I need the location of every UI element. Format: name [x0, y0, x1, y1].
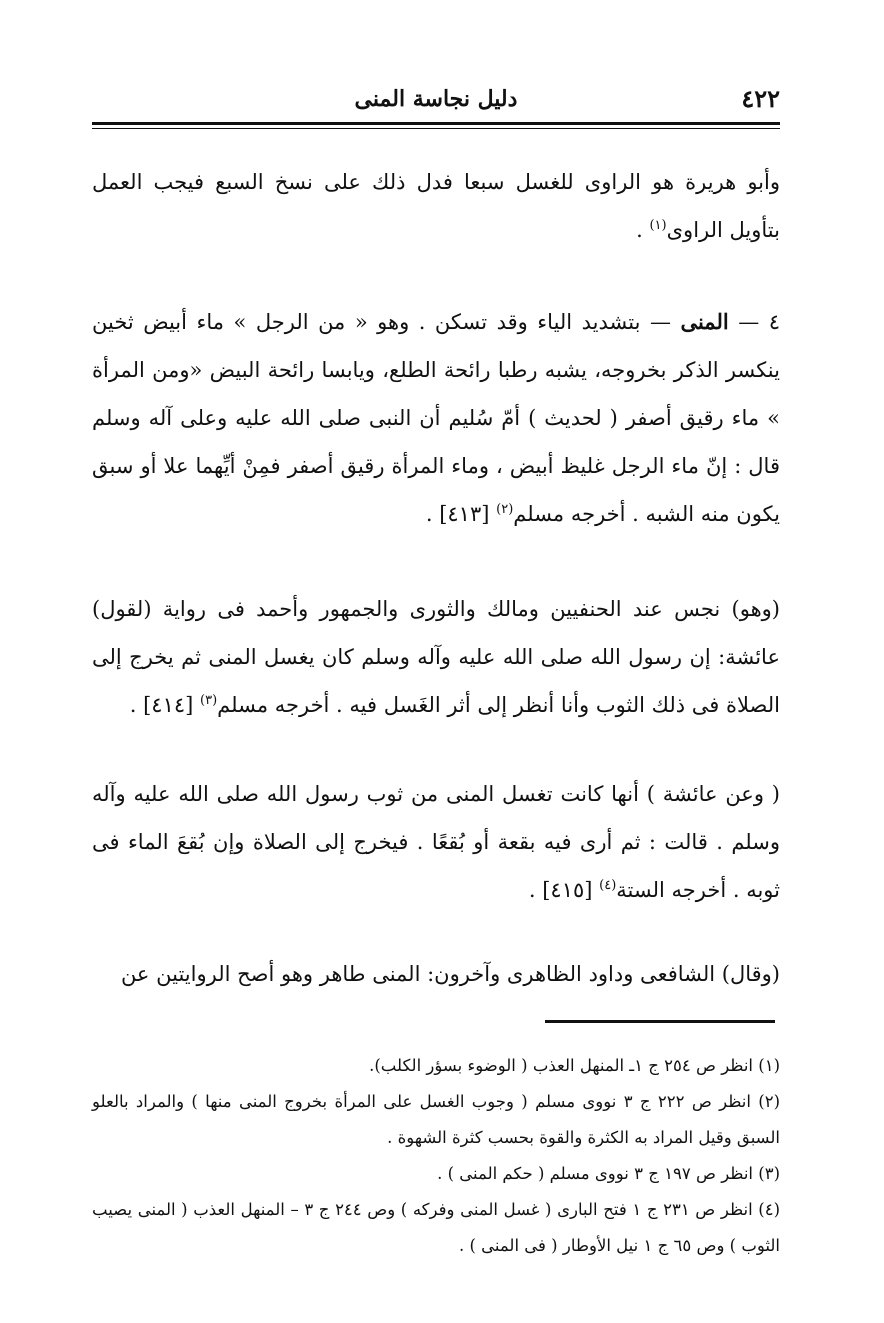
- hadith-number: [٤١٣] .: [425, 502, 497, 526]
- paragraph-tahir-view: [92, 950, 780, 998]
- page-number: ٤٢٢: [741, 84, 780, 113]
- footnote-2: (٢) انظر ص ٢٢٢ ج ٣ نووى مسلم ( وجوب الغسل على المرأة بخروج المنى منها ) والمراد بالعلو السبق وقيل المراد به الكثرة والقوة بحسب كثرة الشهوة .: [92, 1092, 781, 1147]
- paragraph-text: — بتشديد الياء وقد تسكن . وهو « من الرجل » ماء أبيض ثخين ينكسر الذكر بخروجه، يشبه رطبا رائحة الطلع، ويابسا رائحة البيض «ومن المرأة » ماء رقيق أصفر ( لحديث ) أمّ سُليم أن النبى صلى الله عليه وعلى آله وسلم قال : إنّ ماء الرجل غليظ أبيض ، وماء المرأة رقيق أصفر فمِنْ أيِّهما علا أو سبق يكون منه الشبه . أخرجه مسلم: [92, 310, 780, 526]
- footnote-1: (١) انظر ص ٢٥٤ ج ١ـ المنهل العذب ( الوضوء بسؤر الكلب).: [369, 1056, 780, 1075]
- hadith-number: [٤١٤] .: [129, 693, 201, 717]
- paragraph-text: (وقال) الشافعى وداود الظاهرى وآخرون: المنى طاهر وهو أصح الروايتين عن: [120, 962, 780, 986]
- page-header: [92, 80, 780, 120]
- footnote-ref-4[interactable]: (٤): [599, 878, 617, 893]
- footnote-3: (٣) انظر ص ١٩٧ ج ٣ نووى مسلم ( حكم المنى ) .: [437, 1164, 780, 1183]
- running-title: دليل نجاسة المنى: [354, 86, 518, 112]
- header-rule: [92, 122, 780, 125]
- footnote-ref-3[interactable]: (٣): [200, 693, 218, 708]
- paragraph-semen-definition: [92, 298, 780, 538]
- paragraph-text: (وهو) نجس عند الحنفيين ومالك والثورى والجمهور وأحمد فى رواية (لقول) عائشة: إن رسول الله صلى الله عليه وآله وسلم كان يغسل المنى ثم يخرج إلى الصلاة فى ذلك الثوب وأنا أنظر إلى أثر الغَسل فيه . أخرجه مسلم: [92, 597, 780, 717]
- term-heading: المنى: [680, 309, 729, 334]
- item-number: ٤ —: [728, 310, 780, 334]
- footnote-ref-1[interactable]: (١): [649, 218, 667, 233]
- paragraph-text: وأبو هريرة هو الراوى للغسل سبعا فدل ذلك على نسخ السبع فيجب العمل بتأويل الراوى: [92, 170, 780, 242]
- paragraph-text: ( وعن عائشة ) أنها كانت تغسل المنى من ثوب رسول الله صلى الله عليه وآله وسلم . قالت : ثم أرى فيه بقعة أو بُقعًا . فيخرج إلى الصلاة وإن بُقعَ الماء فى ثوبه . أخرجه الستة: [92, 782, 780, 902]
- footnote-ref-2[interactable]: (٢): [496, 502, 514, 517]
- footnote-separator: [545, 1020, 775, 1023]
- paragraph-najis-view: [92, 585, 780, 729]
- paragraph-aisha-hadith: [92, 770, 780, 914]
- footnote-4: (٤) انظر ص ٢٣١ ج ١ فتح البارى ( غسل المنى وفركه ) وص ٢٤٤ ج ٣ – المنهل العذب ( المنى يصيب الثوب ) وص ٦٥ ج ١ نيل الأوطار ( فى المنى ) .: [92, 1200, 781, 1255]
- header-rule-thin: [92, 128, 780, 129]
- paragraph-continuation: [92, 158, 780, 254]
- footnotes: [92, 1048, 780, 1264]
- hadith-number: [٤١٥] .: [528, 878, 600, 902]
- paragraph-end: .: [636, 218, 650, 242]
